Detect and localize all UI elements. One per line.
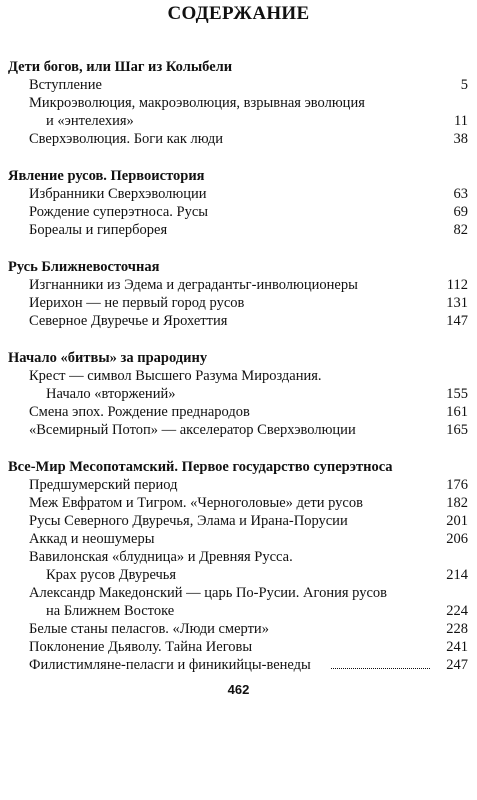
toc-section xyxy=(8,167,468,239)
entry-title-line: Предшумерский период xyxy=(29,477,178,493)
toc-entry xyxy=(8,367,468,403)
entry-title-line: Рождение суперэтноса. Русы xyxy=(29,204,209,220)
entry-page-number: 155 xyxy=(446,386,468,402)
entry-title-line: Меж Евфратом и Тигром. «Черноголовые» дети русов xyxy=(29,495,363,511)
entry-title-line: на Ближнем Востоке xyxy=(46,603,175,619)
page-number: 462 xyxy=(227,682,250,697)
entry-title xyxy=(29,312,434,330)
entry-title-line: Вступление xyxy=(29,77,102,93)
entry-title xyxy=(29,584,434,620)
entry-page-number: 176 xyxy=(446,477,468,493)
toc-section xyxy=(8,258,468,330)
entry-title xyxy=(29,656,311,674)
entry-title xyxy=(29,620,434,638)
entry-title xyxy=(29,638,434,656)
entry-title xyxy=(29,421,434,439)
entry-title-line: Белые станы пеласгов. «Люди смерти» xyxy=(29,621,269,637)
toc-section xyxy=(8,349,468,439)
entry-page-number: 112 xyxy=(446,277,468,293)
entry-title-line: Крест — символ Высшего Разума Мироздания. xyxy=(29,368,322,384)
entry-title xyxy=(29,185,434,203)
entry-title-line: Александр Македонский — царь По-Русии. Агония русов xyxy=(29,585,387,601)
entry-title-line: Северное Двуречье и Ярохеттия xyxy=(29,313,228,329)
entry-title xyxy=(29,94,434,130)
entry-title-line: Поклонение Дьяволу. Тайна Иеговы xyxy=(29,639,253,655)
toc-entry xyxy=(8,656,468,674)
toc-section xyxy=(8,458,468,674)
entry-title-line: Аккад и неошумеры xyxy=(29,531,155,547)
entry-title xyxy=(29,512,434,530)
entry-title-line: Избранники Сверхэволюции xyxy=(29,186,207,202)
page-title: СОДЕРЖАНИЕ xyxy=(167,3,310,24)
toc-entry xyxy=(8,494,468,512)
toc-entry xyxy=(8,312,468,330)
toc-entry xyxy=(8,403,468,421)
section-title: Русь Ближневосточная xyxy=(8,259,160,275)
entry-title-line: Русы Северного Двуречья, Элама и Ирана-Порусии xyxy=(29,513,348,529)
section-title: Начало «битвы» за прародину xyxy=(8,350,208,366)
entry-page-number: 147 xyxy=(446,313,468,329)
section-title: Явление русов. Первоистория xyxy=(8,168,205,184)
entry-page-number: 5 xyxy=(460,77,468,93)
toc-entry xyxy=(8,203,468,221)
entry-title-line: «Всемирный Потоп» — акселератор Сверхэволюции xyxy=(29,422,356,438)
entry-title-line: Смена эпох. Рождение преднародов xyxy=(29,404,250,420)
entry-title-line: Вавилонская «блудница» и Древняя Русса. xyxy=(29,549,293,565)
toc-entry xyxy=(8,584,468,620)
entry-title xyxy=(29,494,434,512)
entry-title xyxy=(29,294,434,312)
entry-page-number: 241 xyxy=(446,639,468,655)
entry-title-line: Иерихон — не первый город русов xyxy=(29,295,245,311)
table-of-contents xyxy=(8,58,468,674)
section-title: Все-Мир Месопотамский. Первое государство суперэтноса xyxy=(8,459,393,475)
entry-page-number: 247 xyxy=(446,657,468,673)
dot-leader xyxy=(331,668,430,669)
entry-title xyxy=(29,203,434,221)
toc-entry xyxy=(8,476,468,494)
toc-section xyxy=(8,58,468,148)
entry-title xyxy=(29,476,434,494)
toc-entry xyxy=(8,130,468,148)
entry-page-number: 165 xyxy=(446,422,468,438)
entry-page-number: 161 xyxy=(446,404,468,420)
entry-page-number: 11 xyxy=(454,113,468,129)
entry-title xyxy=(29,130,434,148)
entry-page-number: 69 xyxy=(453,204,468,220)
entry-page-number: 182 xyxy=(446,495,468,511)
toc-entry xyxy=(8,512,468,530)
toc-entry xyxy=(8,94,468,130)
toc-entry xyxy=(8,530,468,548)
entry-page-number: 82 xyxy=(453,222,468,238)
toc-entry xyxy=(8,294,468,312)
toc-entry xyxy=(8,76,468,94)
entry-title xyxy=(29,403,434,421)
entry-page-number: 206 xyxy=(446,531,468,547)
entry-title-line: и «энтелехия» xyxy=(46,113,134,129)
entry-page-number: 131 xyxy=(446,295,468,311)
section-title: Дети богов, или Шаг из Колыбели xyxy=(8,59,233,75)
entry-title xyxy=(29,367,434,403)
toc-entry xyxy=(8,185,468,203)
entry-page-number: 38 xyxy=(453,131,468,147)
entry-title xyxy=(29,221,434,239)
toc-entry xyxy=(8,638,468,656)
entry-page-number: 63 xyxy=(453,186,468,202)
entry-title-line: Бореалы и гиперборея xyxy=(29,222,168,238)
entry-title-line: Сверхэволюция. Боги как люди xyxy=(29,131,224,147)
toc-entry xyxy=(8,548,468,584)
toc-entry xyxy=(8,421,468,439)
entry-page-number: 201 xyxy=(446,513,468,529)
entry-title xyxy=(29,530,434,548)
entry-page-number: 228 xyxy=(446,621,468,637)
entry-page-number: 224 xyxy=(446,603,468,619)
entry-title-line: Изгнанники из Эдема и деградантьг-инволюционеры xyxy=(29,277,358,293)
entry-title xyxy=(29,76,434,94)
entry-page-number: 214 xyxy=(446,567,468,583)
entry-title-line: Крах русов Двуречья xyxy=(46,567,177,583)
entry-title xyxy=(29,548,434,584)
toc-entry xyxy=(8,221,468,239)
entry-title xyxy=(29,276,434,294)
entry-title-line: Начало «вторжений» xyxy=(46,386,176,402)
entry-title-line: Филистимляне-пеласги и финикийцы-венеды xyxy=(29,657,311,673)
entry-title-line: Микроэволюция, макроэволюция, взрывная эволюция xyxy=(29,95,365,111)
toc-entry xyxy=(8,620,468,638)
toc-entry xyxy=(8,276,468,294)
